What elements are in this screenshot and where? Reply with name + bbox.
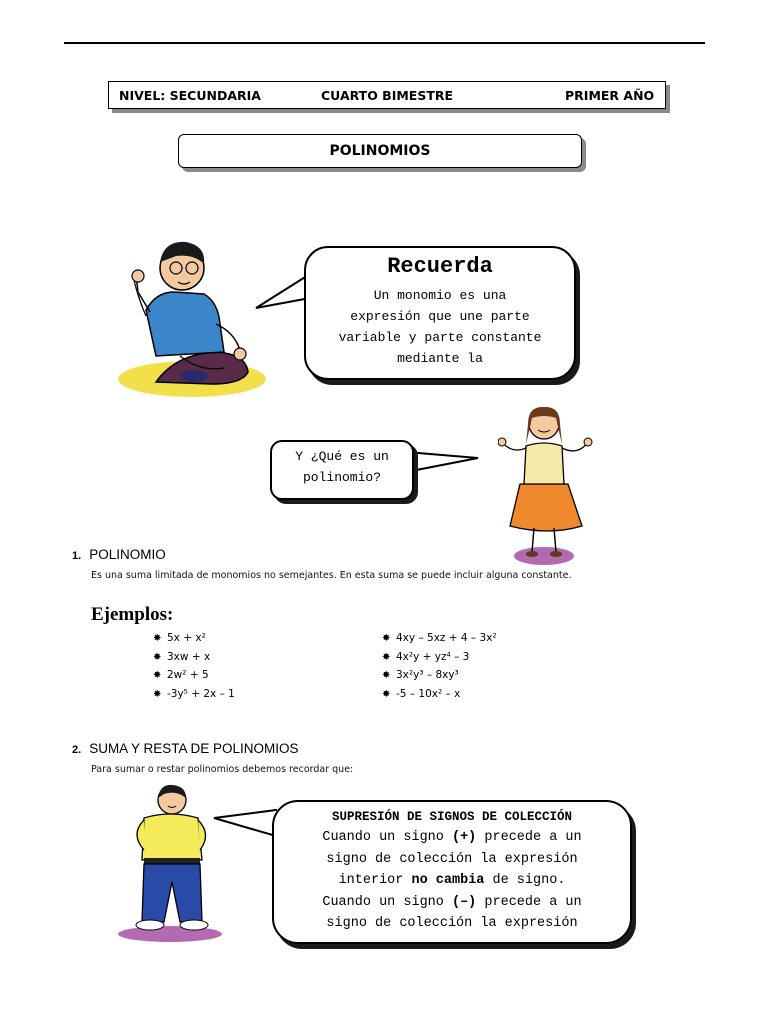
rule-line: interior no cambia de signo. bbox=[338, 873, 566, 889]
level-header-box bbox=[108, 81, 666, 109]
standing-man-illustration bbox=[114, 782, 226, 942]
section1-heading bbox=[72, 547, 166, 562]
star-bullet-icon: ✸ bbox=[382, 670, 391, 681]
list-item bbox=[153, 629, 235, 648]
term-label: CUARTO BIMESTRE bbox=[321, 88, 454, 103]
example-expression: 4xy – 5xz + 4 – 3x² bbox=[396, 632, 497, 644]
examples-left-list bbox=[153, 629, 235, 703]
section1-number: 1. bbox=[72, 550, 82, 562]
list-item bbox=[382, 648, 497, 667]
list-item bbox=[153, 685, 235, 704]
recuerda-line: mediante la bbox=[397, 351, 483, 366]
section2-heading bbox=[72, 741, 299, 756]
star-bullet-icon: ✸ bbox=[153, 633, 162, 644]
list-item bbox=[382, 685, 497, 704]
question-line: polinomio? bbox=[302, 470, 381, 485]
level-label: NIVEL: SECUNDARIA bbox=[119, 88, 261, 103]
example-expression: 5x + x² bbox=[167, 632, 206, 644]
star-bullet-icon: ✸ bbox=[153, 688, 162, 700]
star-bullet-icon: ✸ bbox=[153, 670, 162, 681]
examples-right-list bbox=[382, 629, 497, 703]
section2-number: 2. bbox=[72, 744, 82, 756]
question-text bbox=[272, 446, 412, 488]
section2-text: Para sumar o restar polinomios debemos recordar que: bbox=[91, 764, 354, 775]
recuerda-line: expresión que une parte bbox=[350, 309, 530, 324]
rule-bubble bbox=[272, 800, 632, 944]
girl-illustration bbox=[498, 402, 594, 568]
recuerda-line: variable y parte constante bbox=[338, 330, 542, 345]
rule-line: signo de colección la expresión bbox=[326, 916, 578, 932]
rule-bubble-tail bbox=[212, 806, 278, 846]
top-rule bbox=[64, 42, 705, 44]
recuerda-title: Recuerda bbox=[387, 254, 493, 279]
examples-label: Ejemplos: bbox=[91, 604, 174, 625]
section2-title: SUMA Y RESTA DE POLINOMIOS bbox=[89, 741, 299, 756]
recuerda-bubble-tail bbox=[252, 268, 312, 318]
example-expression: 3xw + x bbox=[167, 650, 211, 663]
recuerda-text bbox=[306, 285, 574, 369]
recuerda-bubble bbox=[304, 246, 576, 380]
example-expression: 2w² + 5 bbox=[167, 669, 209, 681]
rule-text bbox=[274, 827, 630, 935]
example-expression: 3x²y³ – 8xy³ bbox=[396, 669, 459, 681]
list-item bbox=[153, 648, 235, 667]
star-bullet-icon: ✸ bbox=[382, 633, 391, 644]
star-bullet-icon: ✸ bbox=[382, 688, 391, 700]
example-expression: 4x²y + yz⁴ – 3 bbox=[396, 650, 470, 663]
star-bullet-icon: ✸ bbox=[382, 651, 391, 663]
rule-line: Cuando un signo (+) precede a un bbox=[322, 830, 582, 845]
question-bubble bbox=[270, 440, 414, 500]
example-expression: -3y⁵ + 2x – 1 bbox=[167, 687, 235, 700]
rule-line: signo de colección la expresión bbox=[326, 851, 578, 867]
star-bullet-icon: ✸ bbox=[153, 651, 162, 663]
question-bubble-tail bbox=[404, 448, 480, 484]
rule-line: Cuando un signo (–) precede a un bbox=[322, 894, 582, 910]
example-expression: -5 – 10x² – x bbox=[396, 687, 461, 700]
section1-title: POLINOMIO bbox=[89, 547, 166, 562]
section1-text: Es una suma limitada de monomios no semejantes. En esta suma se puede incluir alguna constante. bbox=[91, 570, 572, 581]
page-title: POLINOMIOS bbox=[178, 134, 582, 168]
year-label: PRIMER AÑO bbox=[565, 88, 655, 103]
list-item bbox=[382, 666, 497, 685]
recuerda-line: Un monomio es una bbox=[373, 288, 507, 303]
list-item bbox=[382, 629, 497, 648]
question-line: Y ¿Qué es un bbox=[295, 449, 389, 464]
rule-title: SUPRESIÓN DE SIGNOS DE COLECCIÓN bbox=[331, 810, 573, 824]
list-item bbox=[153, 666, 235, 685]
